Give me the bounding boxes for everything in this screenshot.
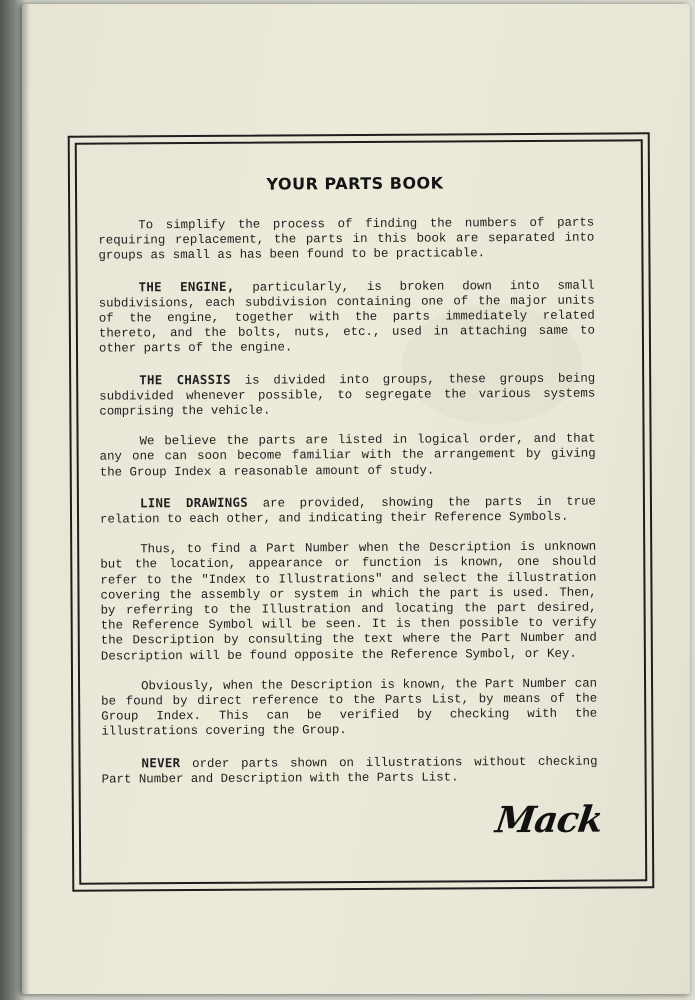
paragraph-logical-order — [100, 432, 596, 481]
paragraph-never-order — [101, 752, 597, 787]
paragraph-text: To simplify the process of finding the numbers of parts requiring replacement, the parts in this book are separated into groups as small as has been found to be practicable. — [98, 215, 595, 264]
paragraph-text: particularly, is broken down into small subdivisions, each subdivision containing one of the major units of the engine, together with the parts immediately related thereto, and the bolts, nuts, etc., used in attaching same to other parts of the engine. — [98, 278, 595, 357]
paragraph-text: are provided, showing the parts in true relation to each other, and indicating their Reference Symbols. — [99, 494, 596, 527]
mack-logo: Mack — [493, 798, 605, 842]
paragraph-text: We believe the parts are listed in logical order, and that any one can soon become familiar with the arrangement by giving the Group Index a reasonable amount of study. — [99, 431, 596, 480]
paragraph-find-part-number — [100, 540, 597, 665]
paragraph-description-known — [101, 676, 597, 740]
page-title: YOUR PARTS BOOK — [266, 173, 444, 194]
paragraph-intro — [98, 216, 594, 265]
paragraph-text: Obviously, when the Description is known, the Part Number can be found by direct reference to the Parts List, by means of the Group Index. This can be verified by checking with the illustrations covering the Group. — [101, 676, 598, 740]
paragraph-text: is divided into groups, these groups being subdivided whenever possible, to segregate the various systems comprising the vehicle. — [99, 371, 596, 419]
paragraph-text: Thus, to find a Part Number when the Description is unknown but the location, appearance or function is known, one should refer to the "Index to Illustrations" and select the illustration covering the assembly or system in which the part is used. Then, by referring to the Illustration and locating the part desired, the Reference Symbol will be seen. It is then possible to verify the Description by consulting the text where the Part Number and Description will be found opposite the Reference Symbol, or Key. — [100, 539, 597, 664]
paragraph-text: order parts shown on illustrations without checking Part Number and Description with the Parts List. — [101, 754, 598, 787]
paragraph-line-drawings — [100, 492, 596, 527]
book-page — [22, 4, 690, 994]
paragraph-lead: LINE DRAWINGS — [139, 494, 249, 511]
page-border-outer — [68, 132, 655, 892]
page-content — [98, 173, 598, 803]
paragraph-lead: THE CHASSIS — [139, 371, 231, 387]
paragraph-engine — [99, 276, 595, 357]
paragraph-lead: NEVER — [141, 754, 181, 771]
page-spine-shadow — [22, 4, 30, 994]
paragraph-lead: THE ENGINE, — [138, 278, 235, 294]
paragraph-chassis — [99, 369, 595, 420]
